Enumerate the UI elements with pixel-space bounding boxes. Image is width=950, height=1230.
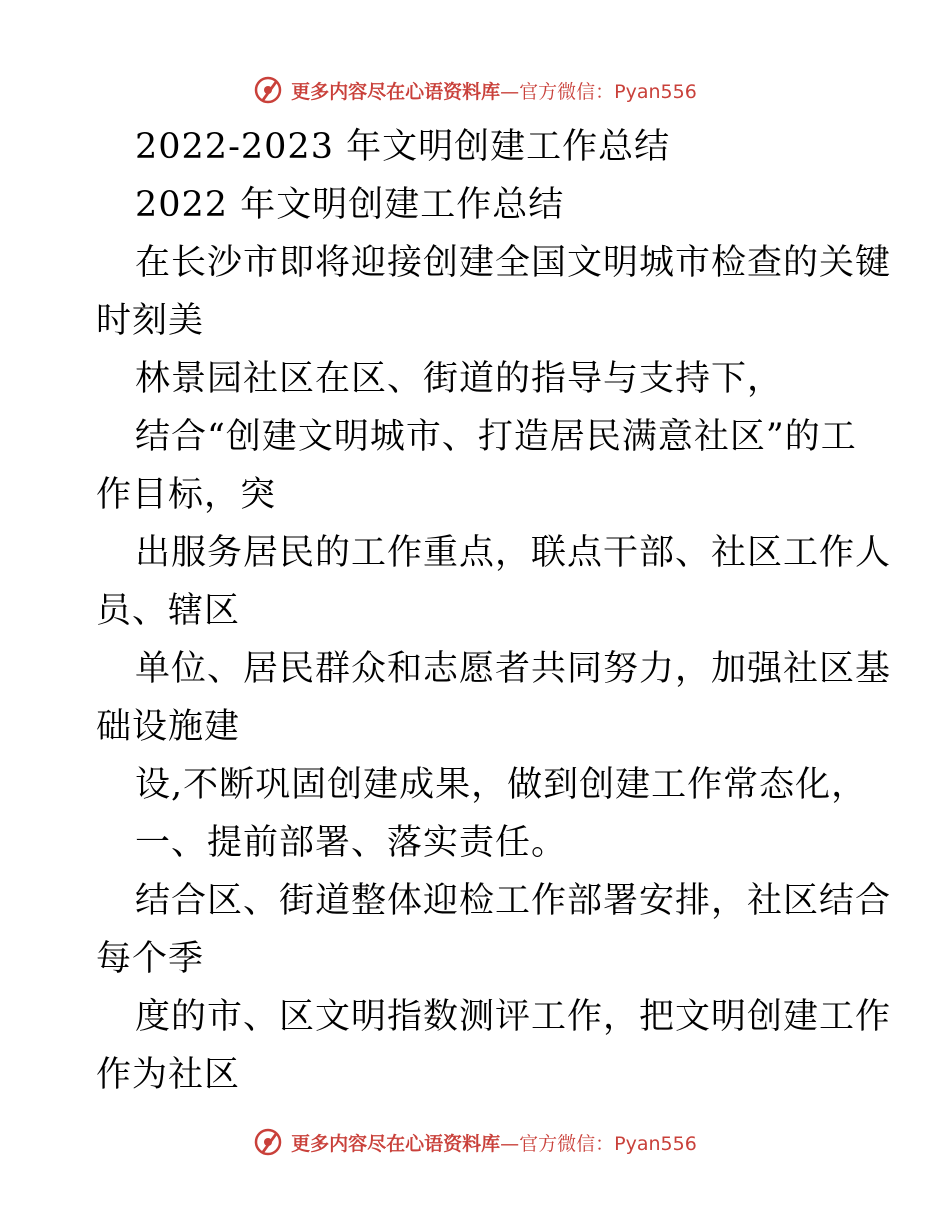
- watermark-brand: 更多内容尽在心语资料库: [291, 1132, 501, 1155]
- header-watermark: [0, 72, 950, 108]
- doc-line: 单位、居民群众和志愿者共同努力，加强社区基: [135, 649, 892, 689]
- watermark-dash: —: [500, 80, 520, 103]
- doc-line: 2022-2023 年文明创建工作总结: [135, 127, 671, 167]
- doc-line: 出服务居民的工作重点，联点干部、社区工作人: [135, 533, 892, 573]
- doc-line: 础设施建: [96, 707, 241, 747]
- doc-line: 一、提前部署、落实责任。: [135, 823, 568, 863]
- watermark-brand: 更多内容尽在心语资料库: [291, 80, 501, 103]
- doc-line: 作为社区: [96, 1055, 241, 1095]
- doc-line: 在长沙市即将迎接创建全国文明城市检查的关键: [135, 243, 892, 283]
- doc-line: 员、辖区: [96, 591, 241, 631]
- document-body: [96, 118, 892, 1104]
- doc-line: 结合区、街道整体迎检工作部署安排，社区结合: [135, 881, 892, 921]
- watermark-dash: —: [500, 1132, 520, 1155]
- footer-watermark: [0, 1124, 950, 1160]
- doc-line: 度的市、区文明指数测评工作，把文明创建工作: [135, 997, 892, 1037]
- watermark-suffix: 官方微信：Pyan556: [519, 80, 697, 103]
- watermark-suffix: 官方微信：Pyan556: [519, 1132, 697, 1155]
- doc-line: 时刻美: [96, 301, 205, 341]
- doc-line: 2022 年文明创建工作总结: [135, 185, 565, 225]
- quill-logo-icon: [253, 1127, 283, 1157]
- quill-logo-icon: [253, 75, 283, 105]
- doc-line: 每个季: [96, 939, 205, 979]
- watermark-text: [291, 77, 697, 104]
- doc-line: 作目标，突: [96, 475, 277, 515]
- watermark-text: [291, 1129, 697, 1156]
- doc-line: 林景园社区在区、街道的指导与支持下，: [135, 359, 784, 399]
- doc-line: 设,不断巩固创建成果，做到创建工作常态化，: [135, 765, 868, 805]
- doc-line: 结合“创建文明城市、打造居民满意社区”的工: [135, 417, 857, 457]
